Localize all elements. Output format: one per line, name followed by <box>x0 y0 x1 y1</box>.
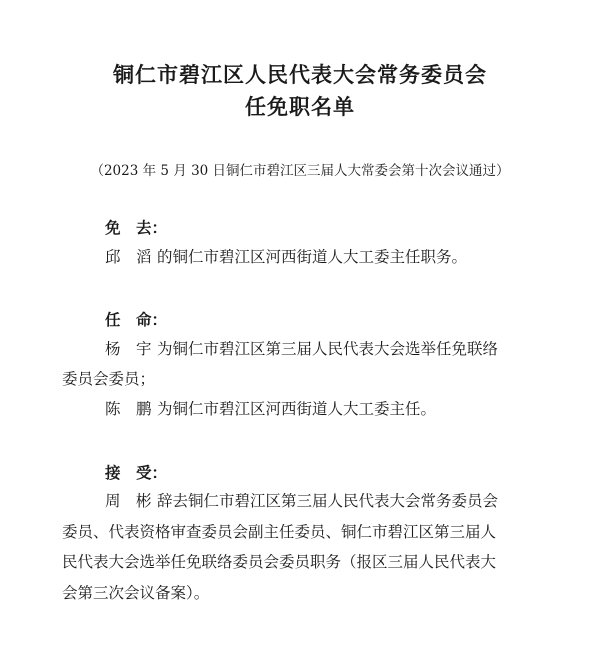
document-title-line2: 任免职名单 <box>245 95 355 119</box>
appoint-entry-line <box>105 339 498 359</box>
appoint-person-name: 陈 鹏 <box>105 400 152 418</box>
dismiss-person-name: 邱 滔 <box>105 248 152 266</box>
accept-entry-continuation: 委员、代表资格审查委员会副主任委员、铜仁市碧江区第三届人 <box>62 523 497 541</box>
appoint-person-name: 杨 宇 <box>105 340 152 358</box>
accept-entry-continuation: 民代表大会选举任免联络委员会委员职务（报区三届人民代表大 <box>62 553 497 571</box>
accept-entry-continuation: 会第三次会议备案）。 <box>62 584 210 602</box>
dismiss-entry-line <box>105 247 467 267</box>
accept-entry-text: 辞去铜仁市碧江区第三届人民代表大会常务委员会 <box>157 492 499 510</box>
section-heading-dismiss: 免 去： <box>105 219 168 237</box>
appoint-entry-text: 为铜仁市碧江区河西街道人大工委主任。 <box>157 400 437 418</box>
accept-entry-line <box>105 491 498 511</box>
section-heading-accept: 接 受： <box>105 464 168 482</box>
accept-person-name: 周 彬 <box>105 492 152 510</box>
document-subtitle: （2023 年 5 月 30 日铜仁市碧江区三届人大常委会第十次会议通过） <box>90 163 510 179</box>
section-heading-appoint: 任 命： <box>105 311 168 329</box>
dismiss-entry-text: 的铜仁市碧江区河西街道人大工委主任职务。 <box>157 248 468 266</box>
appoint-entry-line <box>105 399 436 419</box>
document-title-line1: 铜仁市碧江区人民代表大会常务委员会 <box>113 63 487 87</box>
appoint-entry-continuation: 委员会委员； <box>62 370 156 388</box>
appoint-entry-text: 为铜仁市碧江区第三届人民代表大会选举任免联络 <box>157 340 499 358</box>
